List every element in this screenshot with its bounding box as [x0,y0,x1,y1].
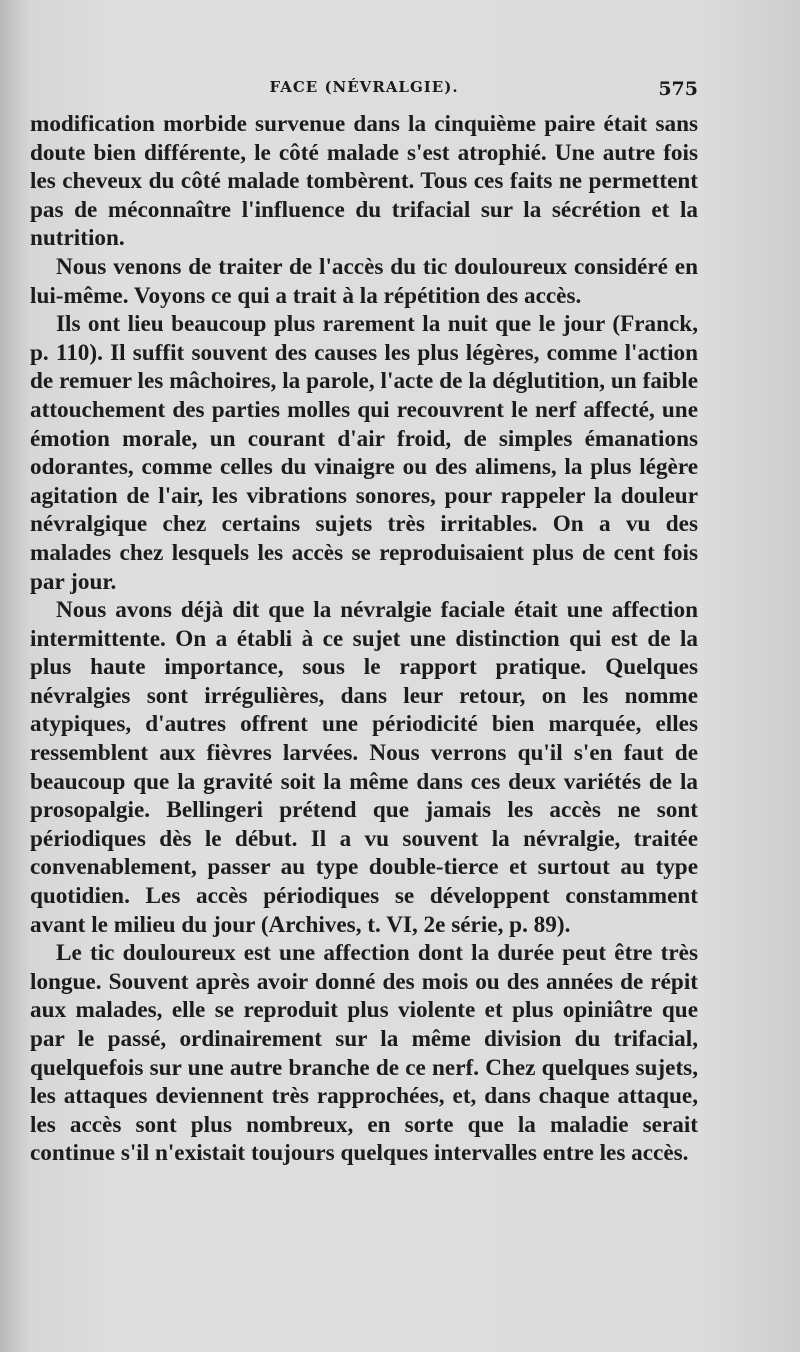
running-title: FACE (NÉVRALGIE). [269,78,459,96]
paragraph-3: Ils ont lieu beaucoup plus rarement la nuit que le jour (Franck, p. 110). Il suffit souvent des causes les plus légères, comme l'action de remuer les mâchoires, la parole, l'acte de la déglutition, un faible attouchement des parties molles qui recouvrent le nerf affecté, une émotion morale, un courant d'air froid, de simples émanations odorantes, comme celles du vinaigre ou des alimens, la plus légère agitation de l'air, les vibrations sonores, pour rappeler la douleur névralgique chez certains sujets très irritables. On a vu des malades chez lesquels les accès se reproduisaient plus de cent fois par jour. [30,311,698,595]
paragraph-4: Nous avons déjà dit que la névralgie faciale était une affection intermittente. On a établi à ce sujet une distinction qui est de la plus haute importance, sous le rapport pratique. Quelques névralgies sont irrégulières, dans leur retour, on les nomme atypiques, d'autres offrent une périodicité bien marquée, elles ressemblent aux fièvres larvées. Nous verrons qu'il s'en faut de beaucoup que la gravité soit la même dans ces deux variétés de la prosopalgie. Bellingeri prétend que jamais les accès ne sont périodiques dès le début. Il a vu souvent la névralgie, traitée convenablement, passer au type double-tierce et surtout au type quotidien. Les accès périodiques se développent constamment avant le milieu du jour (Archives, t. VI, 2e série, p. 89). [30,597,698,938]
paragraph-1: modification morbide survenue dans la cinquième paire était sans doute bien différente, le côté malade s'est atrophié. Une autre fois les cheveux du côté malade tombèrent. Tous ces faits ne permettent pas de méconnaître l'influence du trifacial sur la sécrétion et la nutrition. [30,111,698,252]
paragraph-5: Le tic douloureux est une affection dont la durée peut être très longue. Souvent après avoir donné des mois ou des années de répit aux malades, elle se reproduit plus violente et plus opiniâtre que par le passé, ordinairement sur la même division du trifacial, quelquefois sur une autre branche de ce nerf. Chez quelques sujets, les attaques deviennent très rapprochées, et, dans chaque attaque, les accès sont plus nombreux, en sorte que la maladie serait continue s'il n'existait toujours quelques intervalles entre les accès. [30,940,698,1167]
paragraph-2: Nous venons de traiter de l'accès du tic douloureux considéré en lui-même. Voyons ce qui a trait à la répétition des accès. [30,253,698,309]
page-header [30,78,698,104]
body-text [30,110,698,1168]
page-number: 575 [658,78,698,100]
